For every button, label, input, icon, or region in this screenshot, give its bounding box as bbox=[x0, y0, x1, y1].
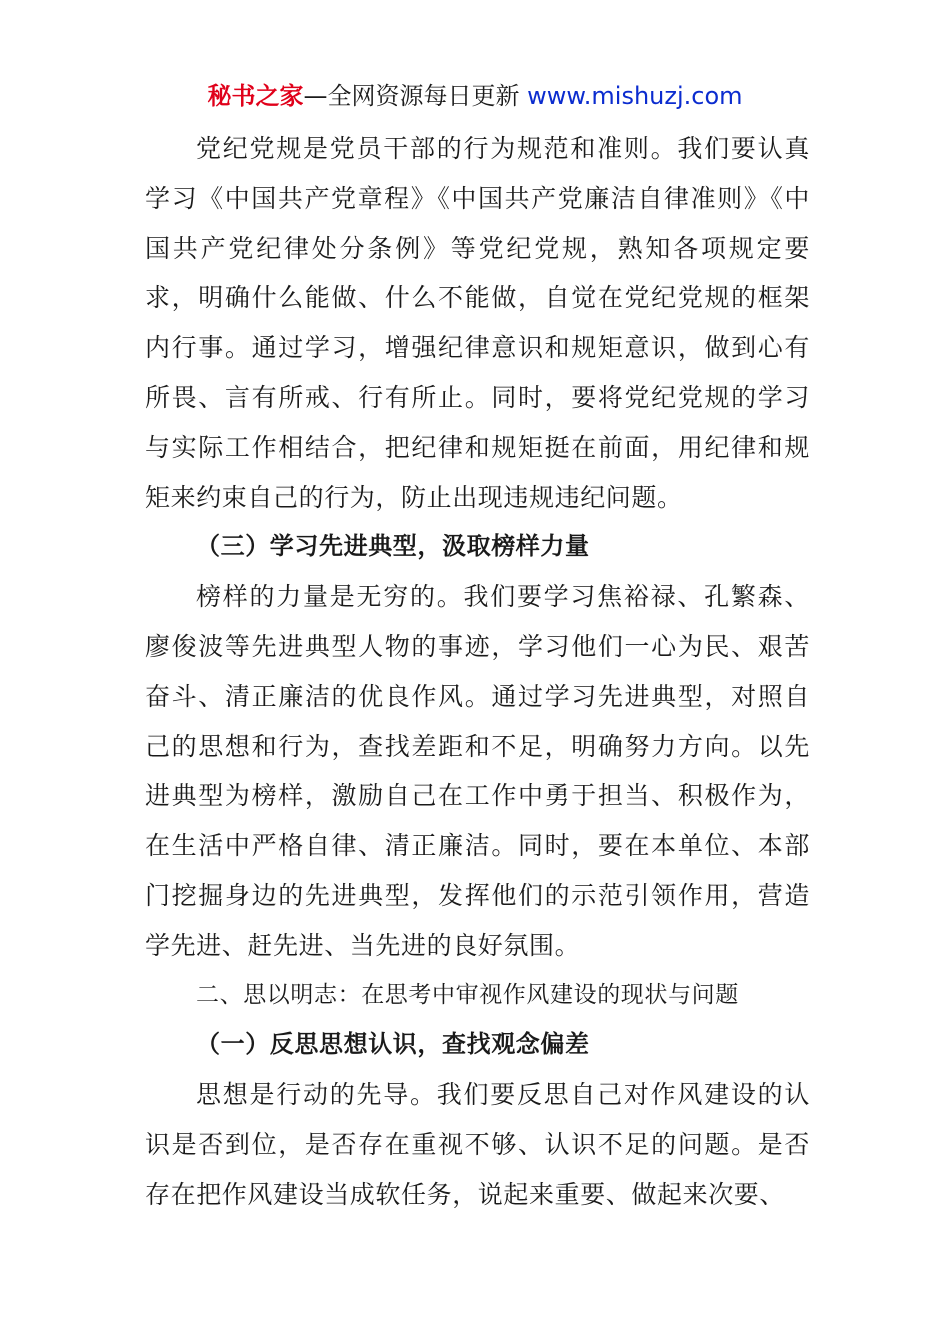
paragraph-party-rules: 党纪党规是党员干部的行为规范和准则。我们要认真学习《中国共产党章程》《中国共产党廉洁自律准则》《中国共产党纪律处分条例》等党纪党规，熟知各项规定要求，明确什么能做、什么不能做，自觉在党纪党规的框架内行事。通过学习，增强纪律意识和规矩意识，做到心有所畏、言有所戒、行有所止。同时，要将党纪党规的学习与实际工作相结合，把纪律和规矩挺在前面，用纪律和规矩来约束自己的行为，防止出现违规违纪问题。 bbox=[145, 134, 810, 512]
section-heading-reflect-thinking: （一）反思思想认识，查找观念偏差 bbox=[196, 1030, 590, 1059]
page-header bbox=[0, 80, 950, 112]
header-url-link[interactable]: www.mishuzj.com bbox=[527, 82, 743, 110]
chapter-heading-reflection: 二、思以明志：在思考中审视作风建设的现状与问题 bbox=[196, 981, 739, 1008]
paragraph-role-models: 榜样的力量是无穷的。我们要学习焦裕禄、孔繁森、廖俊波等先进典型人物的事迹，学习他们一心为民、艰苦奋斗、清正廉洁的优良作风。通过学习先进典型，对照自己的思想和行为，查找差距和不足，明确努力方向。以先进典型为榜样，激励自己在工作中勇于担当、积极作为，在生活中严格自律、清正廉洁。同时，要在本单位、本部门挖掘身边的先进典型，发挥他们的示范引领作用，营造学先进、赶先进、当先进的良好氛围。 bbox=[145, 582, 810, 960]
header-tagline: —全网资源每日更新 bbox=[303, 82, 528, 110]
header-brand: 秘书之家 bbox=[207, 82, 304, 110]
paragraph-reflect-thinking: 思想是行动的先导。我们要反思自己对作风建设的认识是否到位，是否存在重视不够、认识不足的问题。是否存在把作风建设当成软任务，说起来重要、做起来次要、 bbox=[145, 1080, 810, 1209]
section-heading-learn-models: （三）学习先进典型，汲取榜样力量 bbox=[196, 532, 590, 561]
document-body bbox=[145, 124, 810, 1220]
